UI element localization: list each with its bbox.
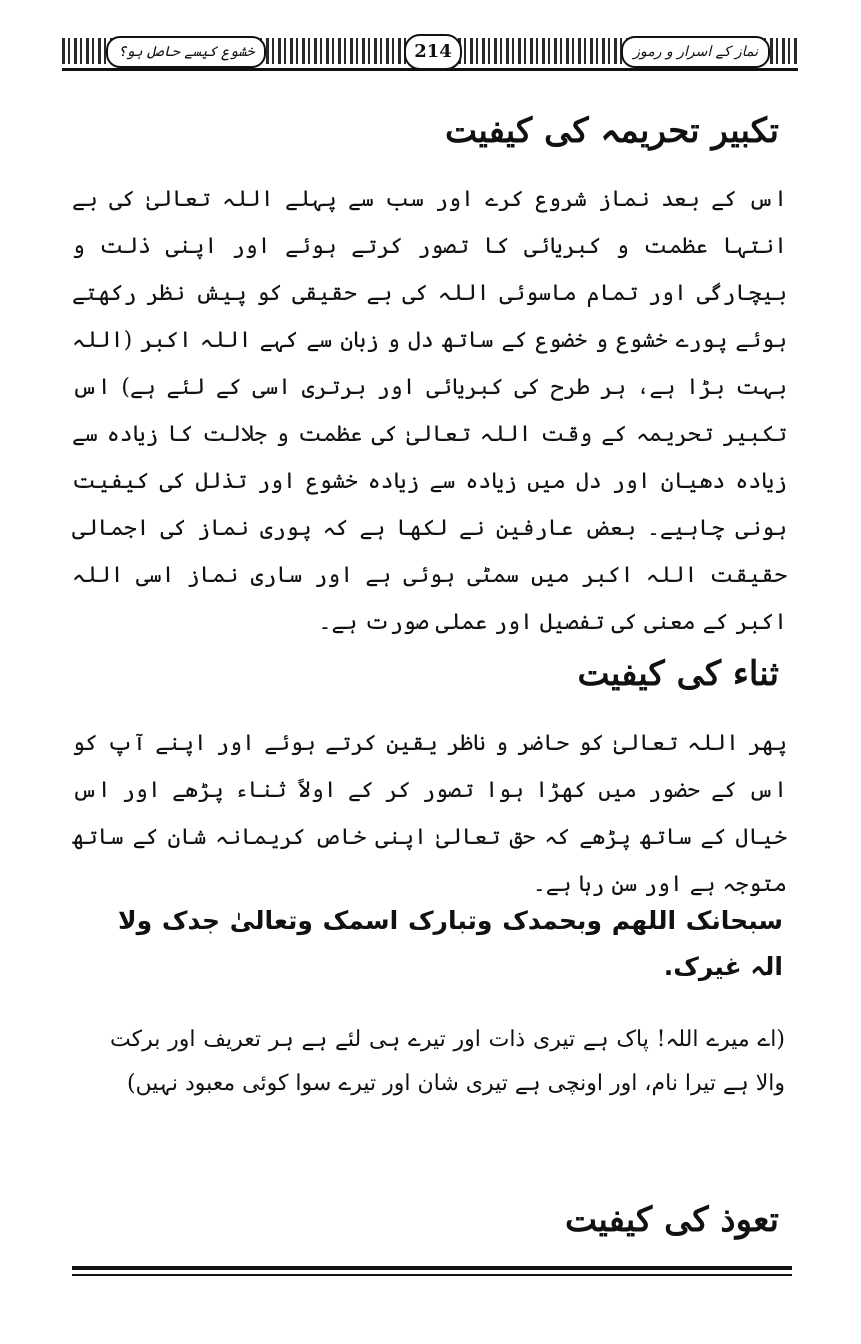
dua-translation: (اے میرے اللہ! پاک ہے تیری ذات اور تیرے ہی لئے ہے ہر تعریف اور برکت والا ہے تیرا نام، اور اونچی ہے تیری شان اور تیرے سوا کوئی معبود نہیں) <box>110 1027 785 1096</box>
chapter-title: خشوع کیسے حاصل ہو؟ <box>106 36 266 68</box>
footer-rule-thin <box>72 1274 792 1276</box>
paragraph-takbeer: اس کے بعد نماز شروع کرے اور سب سے پہلے اللہ تعالیٰ کی بے انتہا عظمت و کبریائی کا تصور کرتے ہوئے اور اپنی ذلت و بیچارگی اور تمام ماسوئی اللہ کی بے حقیقی کو پیش نظر رکھتے ہوئے پورے خشوع و خضوع کے ساتھ دل و زبان سے کہے اللہ اکبر (اللہ بہت بڑا ہے، ہر طرح کی کبریائی اور برتری اسی کے لئے ہے) اس تکبیر تحریمہ کے وقت اللہ تعالیٰ کی عظمت و جلالت کا زیادہ سے زیادہ دھیان اور دل میں زیادہ سے زیادہ خشوع اور تذلل کی کیفیت ہونی چاہیے۔ بعض عارفین نے لکھا ہے کہ پوری نماز کی اجمالی حقیقت اللہ اکبر میں سمٹی ہوئی ہے اور ساری نماز اسی اللہ اکبر کے معنی کی تفصیل اور عملی صورت ہے۔ <box>72 187 787 635</box>
page-number: 214 <box>404 34 462 70</box>
book-title: نماز کے اسرار و رموز <box>621 36 770 68</box>
heading-taawwuz: تعوذ کی کیفیت <box>564 1200 779 1240</box>
paragraph-sana: پھر اللہ تعالیٰ کو حاضر و ناظر یقین کرتے ہوئے اور اپنے آپ کو اس کے حضور میں کھڑا ہوا تصور کر کے اولاً ثناء پڑھے اور اس خیال کے ساتھ پڑھے کہ حق تعالیٰ اپنی خاص کریمانہ شان کے ساتھ متوجہ ہے اور سن رہا ہے۔ <box>72 731 787 897</box>
arabic-dua: سبحانک اللھم وبحمدک وتبارک اسمک وتعالیٰ جدک ولا الہ غیرک. <box>118 906 783 981</box>
footer-rule <box>72 1266 792 1270</box>
heading-sana: ثناء کی کیفیت <box>577 654 779 694</box>
page-header <box>62 34 798 74</box>
heading-takbeer: تکبیر تحریمہ کی کیفیت <box>444 111 779 151</box>
